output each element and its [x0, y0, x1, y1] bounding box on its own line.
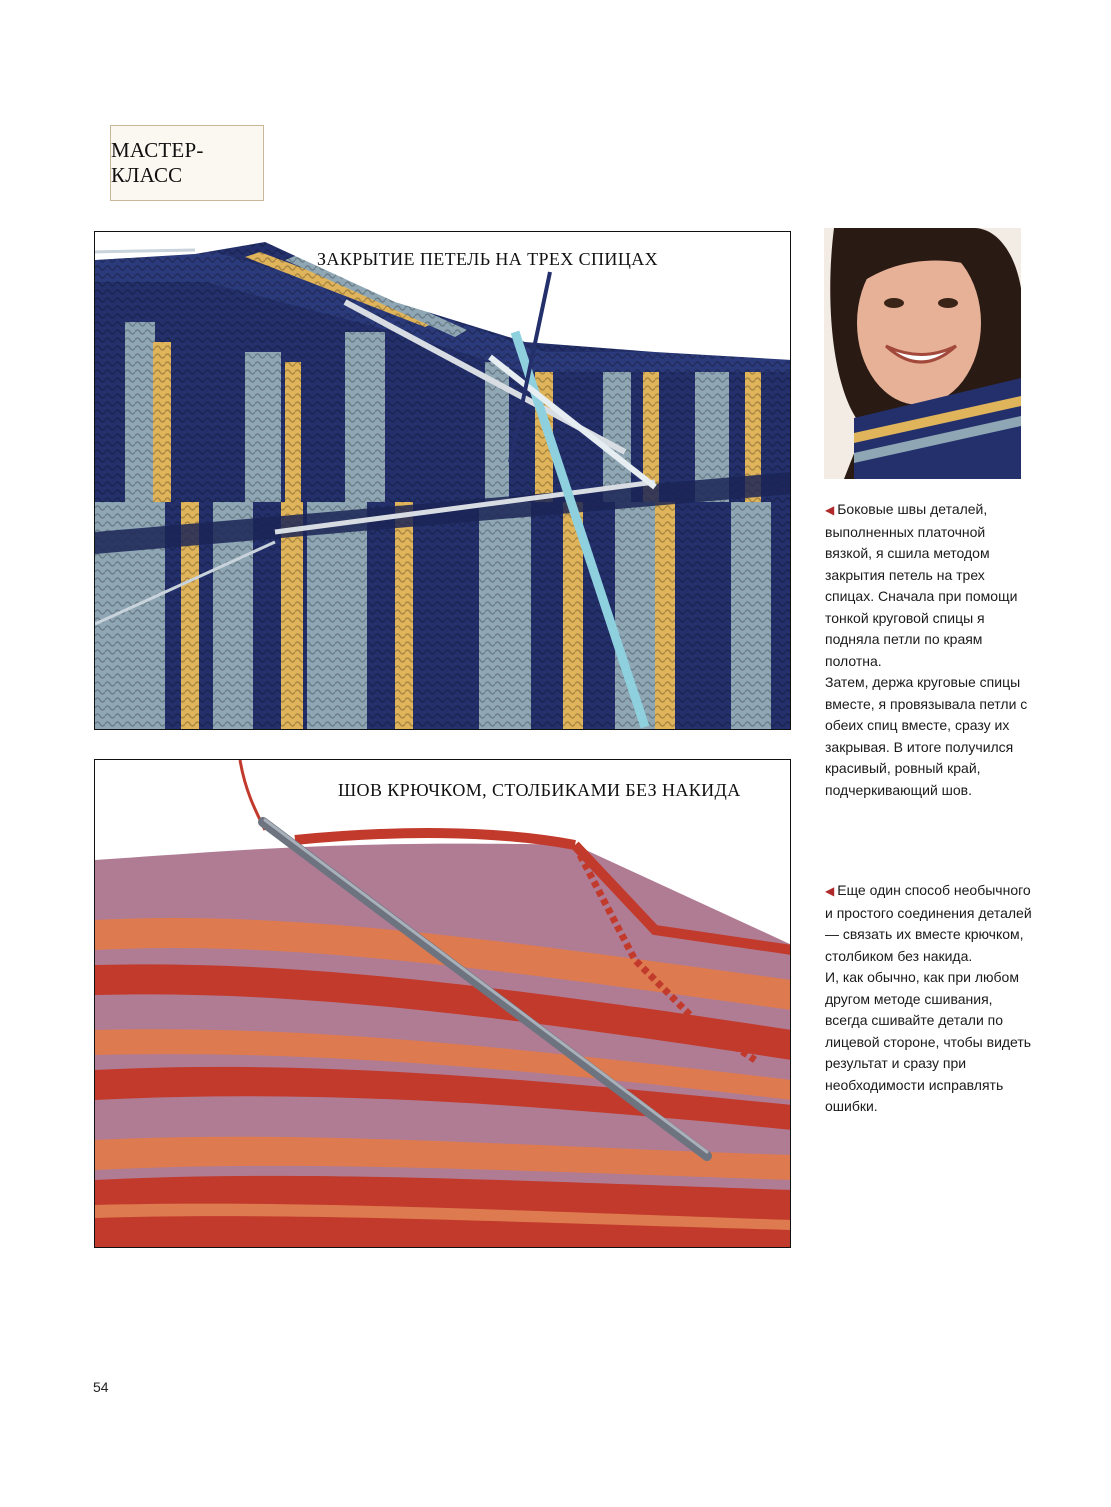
caption-marker-icon: ◀: [825, 884, 835, 898]
caption-lead-text: Еще один способ необычного и простого соединения деталей — связать их вместе крючком, столбиком без накида.: [825, 882, 1032, 964]
girl-portrait-photo: [824, 228, 1021, 479]
caption-lead-text: Боковые швы деталей, выполненных платочной вязкой, я сшила методом закрытия петель на трех спицах. Сначала при помощи тонкой круговой спицы я подняла петли по краям полотна.: [825, 501, 1018, 669]
caption-three-needle-bindoff: [825, 499, 1035, 801]
section-label: МАСТЕР-КЛАСС: [110, 125, 264, 201]
page-number: 54: [93, 1379, 109, 1395]
knitting-stripes-blue-illustration: [95, 232, 791, 730]
photo-title-crochet-seam: ШОВ КРЮЧКОМ, СТОЛБИКАМИ БЕЗ НАКИДА: [338, 780, 741, 800]
photo-title-three-needle: ЗАКРЫТИЕ ПЕТЕЛЬ НА ТРЕХ СПИЦАХ: [317, 249, 659, 269]
knitting-stripes-red-illustration: [95, 760, 791, 1248]
photo-crochet-seam: [94, 759, 791, 1248]
photo-three-needle-bindoff: [94, 231, 791, 730]
caption-body-text: Затем, держа круговые спицы вместе, я провязывала петли с обеих спиц вместе, сразу их закрывая. В итоге получился красивый, ровный край, подчеркивающий шов.: [825, 674, 1028, 798]
caption-marker-icon: ◀: [825, 503, 835, 517]
caption-crochet-seam: [825, 880, 1035, 1118]
caption-body-text: И, как обычно, как при любом другом методе сшивания, всегда сшивайте детали по лицевой стороне, чтобы видеть результат и сразу при необходимости исправлять ошибки.: [825, 969, 1032, 1114]
